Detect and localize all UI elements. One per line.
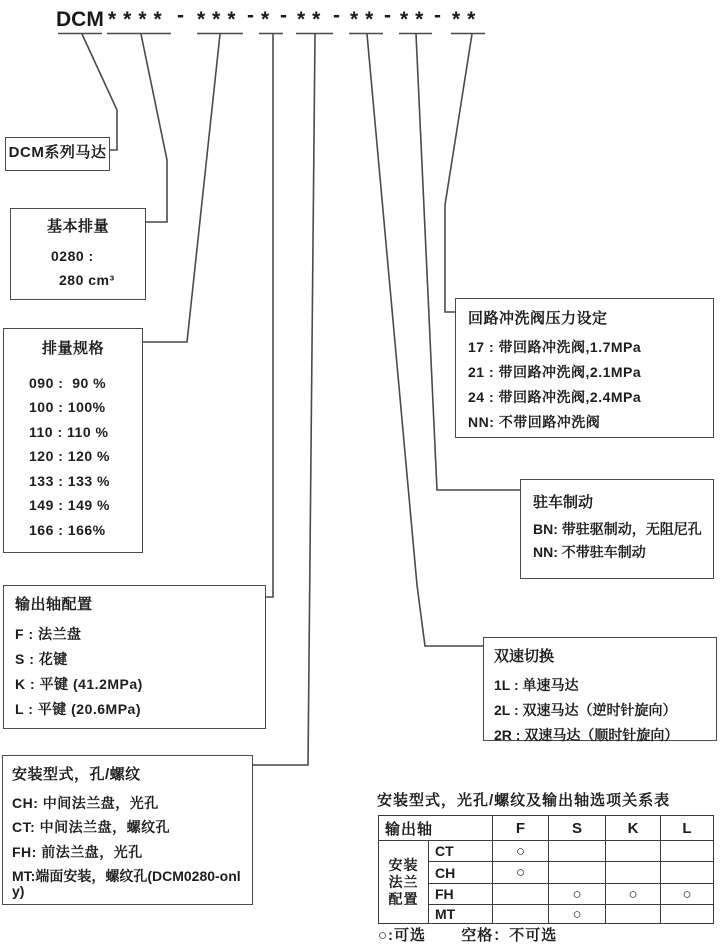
list-item: 17 : 带回路冲洗阀,1.7MPa bbox=[468, 338, 642, 355]
list-item: 133 : 133 % bbox=[29, 472, 110, 489]
option-mark: ○ bbox=[549, 884, 606, 905]
box-two-speed bbox=[483, 637, 717, 741]
list-item: 1L : 单速马达 bbox=[494, 676, 579, 693]
box-output-shaft bbox=[3, 585, 266, 729]
code-group-shaft: * bbox=[261, 8, 277, 31]
option-mark bbox=[661, 905, 714, 924]
list-item: 110 : 110 % bbox=[29, 423, 109, 440]
list-item: NN: 不带回路冲洗阀 bbox=[468, 413, 601, 430]
option-mark: ○ bbox=[493, 841, 549, 862]
box-title: 双速切换 bbox=[494, 648, 555, 665]
table-row bbox=[379, 905, 714, 924]
list-item: 090 : 90 % bbox=[29, 374, 107, 391]
box-title: 输出轴配置 bbox=[15, 596, 93, 613]
box-title: 驻车制动 bbox=[533, 494, 594, 511]
list-item: 166 : 166% bbox=[29, 522, 106, 539]
model-code-prefix: DCM bbox=[56, 8, 104, 31]
list-item: 2R : 双速马达（顺时针旋向） bbox=[494, 726, 679, 743]
box-basic-displacement bbox=[10, 208, 146, 300]
list-item: CT: 中间法兰盘，螺纹孔 bbox=[12, 819, 171, 835]
code-dash: - bbox=[333, 4, 340, 27]
box-parking-brake bbox=[520, 479, 714, 579]
code-group-brake: ** bbox=[400, 8, 431, 31]
option-mark bbox=[606, 905, 661, 924]
option-table-title: 安装型式，光孔/螺纹及输出轴选项关系表 bbox=[377, 792, 671, 809]
code-group-displacement: **** bbox=[108, 8, 169, 31]
option-mark bbox=[549, 841, 606, 862]
list-item: FH: 前法兰盘，光孔 bbox=[12, 843, 143, 860]
list-item: S : 花键 bbox=[15, 650, 68, 667]
column-header: K bbox=[606, 816, 661, 841]
option-mark bbox=[606, 841, 661, 862]
row-group-cell: 安装法兰配置 bbox=[379, 841, 429, 924]
code-dash: - bbox=[247, 4, 254, 27]
table-row bbox=[379, 884, 714, 905]
list-item: NN: 不带驻车制动 bbox=[533, 543, 646, 560]
table-legend bbox=[378, 924, 587, 945]
box-title: 安装型式，孔/螺纹 bbox=[12, 766, 141, 783]
code-dash: - bbox=[384, 4, 391, 27]
list-item: BN: 带驻驱制动，无阻尼孔 bbox=[533, 520, 702, 537]
option-mark bbox=[606, 862, 661, 884]
column-header: S bbox=[549, 816, 606, 841]
code-group-flush: ** bbox=[452, 8, 483, 31]
box-title: 回路冲洗阀压力设定 bbox=[468, 310, 608, 327]
code-group-mounting: ** bbox=[297, 8, 328, 31]
box-mounting-type bbox=[2, 755, 253, 905]
list-item: 21 : 带回路冲洗阀,2.1MPa bbox=[468, 363, 642, 380]
column-header: F bbox=[493, 816, 549, 841]
legend-not-optional: 空格：不可选 bbox=[461, 927, 558, 944]
list-item: CH: 中间法兰盘，光孔 bbox=[12, 794, 159, 811]
row-label: MT bbox=[429, 905, 493, 924]
table-row bbox=[379, 862, 714, 884]
option-relation-table bbox=[378, 815, 714, 924]
box-series bbox=[5, 137, 110, 171]
list-item: MT:端面安装，螺纹孔(DCM0280-only) bbox=[12, 868, 241, 899]
list-item: 280 cm³ bbox=[59, 272, 115, 288]
column-header: L bbox=[661, 816, 714, 841]
option-mark: ○ bbox=[606, 884, 661, 905]
option-mark bbox=[493, 905, 549, 924]
code-dash: - bbox=[434, 4, 441, 27]
code-dash: - bbox=[280, 4, 287, 27]
option-mark: ○ bbox=[661, 884, 714, 905]
list-item: K : 平键 (41.2MPa) bbox=[15, 675, 143, 692]
option-mark bbox=[661, 841, 714, 862]
option-mark bbox=[661, 862, 714, 884]
table-row bbox=[379, 841, 714, 862]
list-item: F : 法兰盘 bbox=[15, 625, 82, 642]
code-group-two-speed: ** bbox=[350, 8, 381, 31]
row-label: CT bbox=[429, 841, 493, 862]
option-mark bbox=[549, 862, 606, 884]
row-label: FH bbox=[429, 884, 493, 905]
list-item: 100 : 100% bbox=[29, 399, 106, 416]
list-item: 0280 : bbox=[51, 247, 94, 264]
box-title: DCM系列马达 bbox=[8, 144, 107, 161]
list-item: 2L : 双速马达（逆时针旋向） bbox=[494, 701, 677, 718]
header-output-shaft: 输出轴 bbox=[379, 816, 493, 841]
table-header-row bbox=[379, 816, 714, 841]
option-mark: ○ bbox=[549, 905, 606, 924]
list-item: 24 : 带回路冲洗阀,2.4MPa bbox=[468, 388, 642, 405]
list-item: 120 : 120 % bbox=[29, 448, 110, 465]
option-mark bbox=[493, 884, 549, 905]
box-title: 基本排量 bbox=[46, 218, 109, 235]
legend-optional: ○:可选 bbox=[378, 927, 427, 944]
box-displacement-spec bbox=[3, 328, 143, 553]
option-mark: ○ bbox=[493, 862, 549, 884]
list-item: L : 平键 (20.6MPa) bbox=[15, 700, 141, 717]
row-label: CH bbox=[429, 862, 493, 884]
code-group-spec: *** bbox=[197, 8, 243, 31]
box-flush-valve bbox=[455, 298, 714, 438]
list-item: 149 : 149 % bbox=[29, 497, 110, 514]
code-dash: - bbox=[177, 4, 184, 27]
box-title: 排量规格 bbox=[41, 340, 104, 357]
